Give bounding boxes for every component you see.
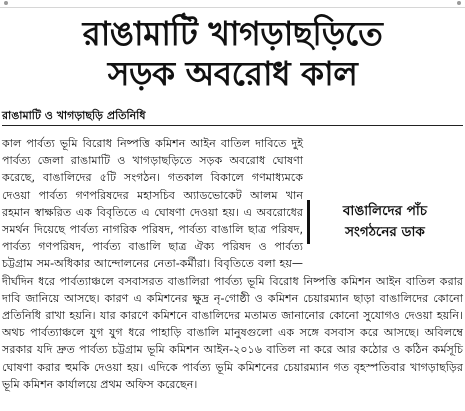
decorative-dot [457,1,461,5]
top-border-strip [0,0,465,8]
decorative-dot [4,1,8,5]
pull-quote-spacer [303,197,463,261]
article-paragraph: কাল পার্বত্য ভূমি বিরোধ নিষ্পত্তি কমিশন আইন বাতিল দাবিতে দুই পার্বত্য জেলা রাঙামাটি ও খাগড়াছড়িতে সড়ক অবরোধ ঘোষণা করেছে, বাঙালিদের ৫টি সংগঠন। গতকাল বিকালে গণমাধ্যমকে দেওয়া পার্বত্য গণপরিষদের মহাসচিব অ্যাডভোকেট আলম খান রহমান স্বাক্ষরিত এক বিবৃতিতে এ ঘোষণা দেওয়া হয়। এ অবরোধের সমর্থন দিয়েছে পার্বত্য নাগরিক পরিষদ, পার্বত্য বাঙালি ছাত্র পরিষদ, পার্বত্য গণপরিষদ, পার্বত্য বাঙালি ছাত্র ঐক্য পরিষদ ও পার্বত্য চট্টগ্রাম সম-অধিকার আন্দোলনের নেতা-কর্মীরা। বিবৃতিতে বলা হয়—দীর্ঘদিন ধরে পার্বত্যাঞ্চলে বসবাসরত বাঙালিরা পার্বত্য ভূমি বিরোধ নিষ্পত্তি কমিশন আইন বাতিল করার দাবি জানিয়ে আসছে। কারণ এ কমিশনের ক্ষুদ্র নৃ-গোষ্ঠী ও কমিশন চেয়ারম্যান ছাড়া বাঙালিদের কোনো প্রতিনিধি রাখা হয়নি। যার কারণে কমিশনে বাঙালিদের মতামত জানানোর কোনো সুযোগও দেওয়া হয়নি। অথচ পার্বত্যাঞ্চলে যুগ যুগ ধরে পাহাড়ি বাঙালি মানুষগুলো এক সঙ্গে বসবাস করে আসছে। অবিলম্বে সরকার যদি দ্রুত পার্বত্য চট্টগ্রাম ভূমি কমিশন আইন-২০১৬ বাতিল না করে আর কঠোর ও কঠিন কর্মসূচি ঘোষণা করার হুমকি দেওয়া হয়। এদিকে পার্বত্য ভূমি কমিশনের চেয়ারম্যান গত বৃহস্পতিবার খাগড়াছড়ির ভূমি কমিশন কার্যালয়ে প্রথম অফিস করেছেন। [2,137,463,391]
pull-quote-line-1: বাঙালিদের পাঁচ [342,203,428,219]
byline: রাঙামাটি ও খাগড়াছড়ি প্রতিনিধি [2,109,146,122]
headline-line-1: রাঙামাটি খাগড়াছড়িতে [82,14,383,53]
headline-line-2: সড়ক অবরোধ কাল [107,54,358,93]
headline [0,14,465,94]
pull-quote-line-2: সংগঠনের ডাক [345,224,425,240]
byline-divider [2,125,463,126]
article-body [2,135,463,393]
